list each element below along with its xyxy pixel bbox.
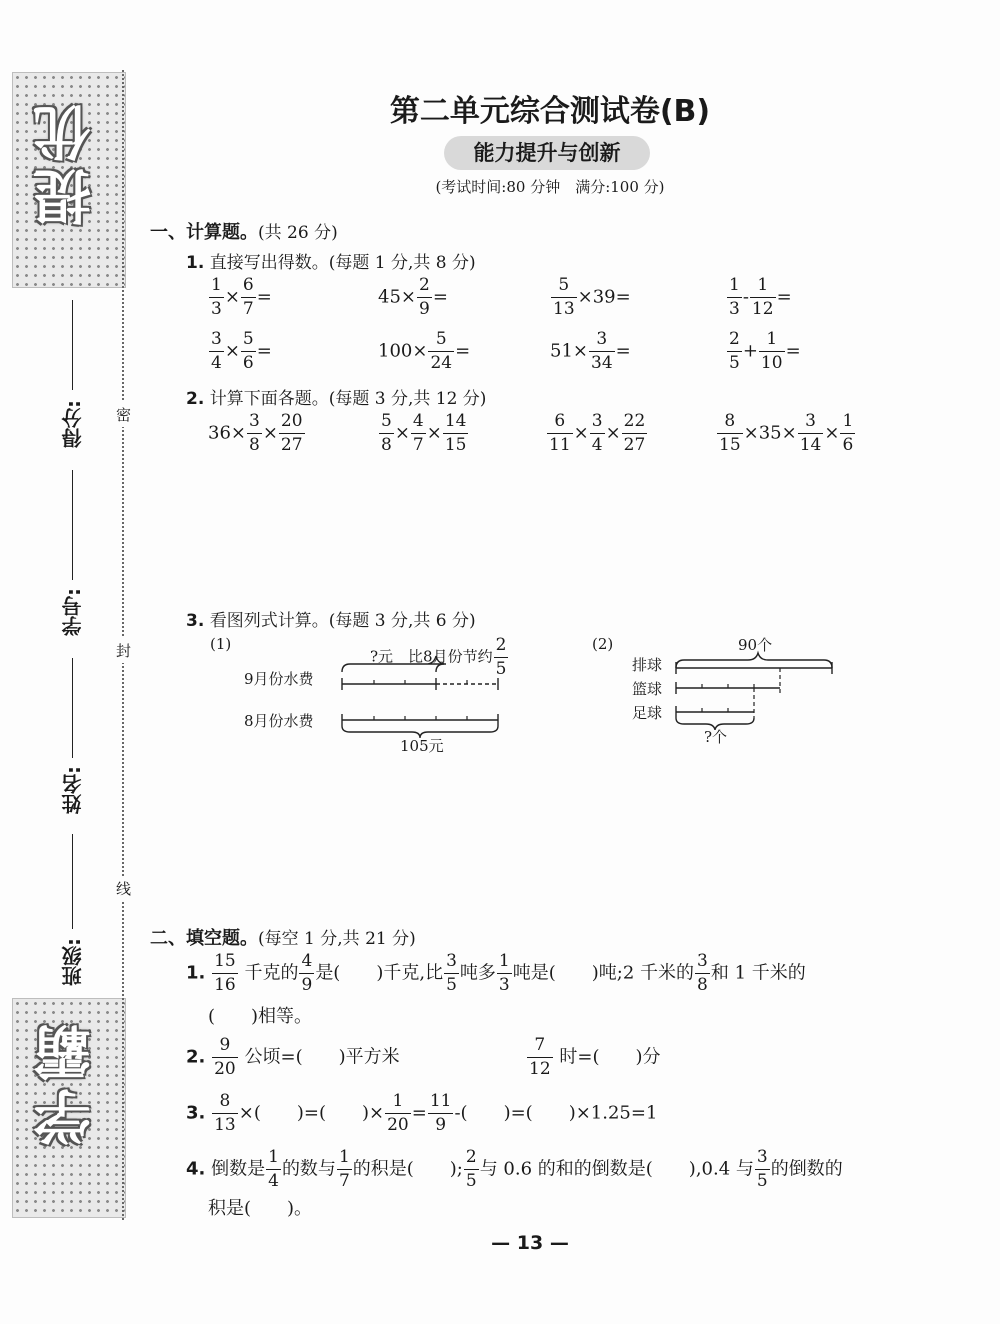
numerator: 3 <box>444 952 459 974</box>
seal-char-feng: 封 <box>116 638 131 663</box>
numerator: 2 <box>494 636 509 658</box>
calc-item-7 <box>550 330 631 373</box>
s2-q3-t3: -( )=( )×1.25=1 <box>454 1102 658 1124</box>
numerator: 8 <box>212 1092 238 1114</box>
expr-equals: = <box>615 340 631 362</box>
s2-q4-t4: 的倒数的 <box>770 1158 843 1180</box>
diagram2-bottom-label: ?个 <box>704 728 728 746</box>
s2-q2-left <box>186 1036 400 1079</box>
section1-title: 一、计算题。 <box>150 222 258 243</box>
denominator: 15 <box>444 435 467 455</box>
expr-operator: ×39 <box>577 286 616 308</box>
expr-operator: × <box>573 422 589 444</box>
q1-1-prompt <box>186 248 476 273</box>
numerator: 22 <box>622 412 648 434</box>
denominator: 7 <box>412 435 424 455</box>
fraction <box>209 330 224 373</box>
numerator: 5 <box>551 276 577 298</box>
calc-item-5 <box>208 330 272 373</box>
section1-points: (共 26 分) <box>258 223 338 243</box>
diagram1-label: (1) <box>210 635 232 653</box>
denominator: 9 <box>435 1115 447 1135</box>
q1-3-prompt <box>186 606 476 631</box>
expr-prefix: 36× <box>208 422 246 444</box>
expr-equals: = <box>785 340 801 362</box>
expr-operator: × <box>262 422 278 444</box>
diagram2-row-volleyball: 排球 <box>632 656 663 674</box>
numerator: 1 <box>497 952 512 974</box>
q1-3-points: (每题 3 分,共 6 分) <box>328 611 476 631</box>
denominator: 20 <box>214 1059 236 1079</box>
numerator: 3 <box>247 412 262 434</box>
denominator: 8 <box>249 435 260 455</box>
s2-q2-t2: 时=( )分 <box>559 1046 661 1068</box>
expr-prefix: 51× <box>550 340 588 362</box>
numerator: 1 <box>759 330 785 352</box>
numerator: 4 <box>411 412 426 434</box>
q1-1-text: 直接写出得数。 <box>209 253 329 273</box>
denominator: 14 <box>799 435 822 455</box>
numerator: 7 <box>527 1036 553 1058</box>
expr-prefix: 45× <box>378 286 416 308</box>
s2-q3-num: 3. <box>186 1102 206 1124</box>
fraction <box>717 412 743 455</box>
q1-2-text: 计算下面各题。 <box>209 389 329 409</box>
denominator: 6 <box>242 353 254 373</box>
fraction <box>590 412 605 455</box>
expr-equals: = <box>776 286 792 308</box>
fraction <box>428 330 454 373</box>
s2-q4-t1: 的数与 <box>281 1158 336 1180</box>
fraction <box>840 412 855 455</box>
denominator: 34 <box>591 353 613 373</box>
denominator: 5 <box>495 659 507 679</box>
badge-top: 提优 <box>33 98 101 226</box>
expr-operator: × <box>224 286 240 308</box>
s2-q1-t3: 吨多 <box>459 962 496 984</box>
denominator: 24 <box>430 353 453 373</box>
numerator: 1 <box>266 1148 281 1170</box>
calc-item-6 <box>378 330 470 373</box>
subtitle-badge: 能力提升与创新 <box>444 136 650 170</box>
denominator: 3 <box>729 299 740 319</box>
numerator: 2 <box>417 276 432 298</box>
expr-operator: × <box>426 422 442 444</box>
diagram1-line-segments <box>330 647 520 740</box>
fraction <box>241 330 256 373</box>
s2-q4-num: 4. <box>186 1158 206 1180</box>
calc-item-4 <box>726 276 792 319</box>
q1-3-text: 看图列式计算。 <box>209 611 329 631</box>
s2-q4-line2: 积是( )。 <box>208 1198 313 1219</box>
score-line <box>72 300 73 390</box>
denominator: 6 <box>842 435 854 455</box>
fraction <box>759 330 785 373</box>
numerator: 1 <box>337 1148 352 1170</box>
diagram1-note-text: ?元 比8月份节约 <box>370 647 493 666</box>
numerator: 2 <box>464 1148 479 1170</box>
denominator: 15 <box>719 435 741 455</box>
s2-q1-num: 1. <box>186 962 206 984</box>
class-line <box>72 834 73 929</box>
numerator: 3 <box>695 952 710 974</box>
s2-q2-t1: 公顷=( )平方米 <box>244 1046 400 1068</box>
s2-q4-t2: 的积是( ); <box>352 1158 463 1180</box>
fraction <box>209 276 224 319</box>
denominator: 12 <box>751 299 774 319</box>
fraction <box>241 276 256 319</box>
expr-operator: + <box>742 340 758 362</box>
denominator: 16 <box>214 975 236 995</box>
binding-sidebar <box>0 0 140 1324</box>
fraction <box>547 412 573 455</box>
fraction <box>589 330 615 373</box>
denominator: 5 <box>446 975 457 995</box>
denominator: 9 <box>419 299 430 319</box>
numerator: 3 <box>590 412 605 434</box>
numerator: 3 <box>589 330 615 352</box>
fraction <box>247 412 262 455</box>
numerator: 1 <box>840 412 855 434</box>
diagram1-row2-label: 8月份水费 <box>244 712 314 730</box>
seal-char-xian: 线 <box>116 876 131 901</box>
diagram2-row-football: 足球 <box>632 704 663 722</box>
section1-heading <box>150 218 338 244</box>
denominator: 13 <box>214 1115 236 1135</box>
numerator: 2 <box>727 330 742 352</box>
calc-step-item-3 <box>546 412 648 455</box>
q1-2-num: 2. <box>186 389 205 409</box>
denominator: 11 <box>549 435 571 455</box>
calc-item-1 <box>208 276 272 319</box>
diagram1-row1-label: 9月份水费 <box>244 670 314 688</box>
numerator: 20 <box>279 412 305 434</box>
fraction <box>551 276 577 319</box>
fraction <box>727 330 742 373</box>
s2-q4-t3: 与 0.6 的和的倒数是( ),0.4 与 <box>479 1158 754 1180</box>
expr-equals: = <box>455 340 471 362</box>
s2-q2-right <box>526 1036 661 1079</box>
s2-q4-line1 <box>186 1148 843 1191</box>
calc-item-8 <box>726 330 801 373</box>
fraction <box>411 412 426 455</box>
calc-step-item-2 <box>378 412 469 455</box>
section2-points: (每空 1 分,共 21 分) <box>258 929 416 949</box>
denominator: 27 <box>280 435 303 455</box>
score-label: 得分: <box>61 400 85 448</box>
numerator: 1 <box>750 276 776 298</box>
numerator: 1 <box>385 1092 411 1114</box>
expr-equals: = <box>256 340 272 362</box>
expr-prefix: 100× <box>378 340 428 362</box>
numerator: 4 <box>299 952 314 974</box>
q1-1-points: (每题 1 分,共 8 分) <box>328 253 476 273</box>
s2-q4-t0: 倒数是 <box>211 1158 266 1180</box>
denominator: 3 <box>498 975 510 995</box>
section2-title: 二、填空题。 <box>150 928 258 949</box>
diagram2-label: (2) <box>592 635 614 653</box>
numerator: 5 <box>428 330 454 352</box>
numerator: 5 <box>379 412 394 434</box>
calc-item-3 <box>550 276 631 319</box>
s2-q1-line1 <box>186 952 806 995</box>
numerator: 8 <box>717 412 743 434</box>
denominator: 10 <box>760 353 783 373</box>
denominator: 5 <box>729 353 740 373</box>
numerator: 14 <box>443 412 469 434</box>
fraction <box>379 412 394 455</box>
numerator: 6 <box>547 412 573 434</box>
s2-q1-t4: 吨是( )吨;2 千米的 <box>512 962 695 984</box>
expr-operator: ×35× <box>743 422 797 444</box>
fraction <box>798 412 824 455</box>
denominator: 4 <box>591 435 603 455</box>
q1-2-points: (每题 3 分,共 12 分) <box>328 389 487 409</box>
s2-q1-t1: 千克的 <box>244 962 299 984</box>
s2-q3-t2: = <box>411 1102 427 1124</box>
name-line <box>72 658 73 758</box>
student-id-line <box>72 470 73 580</box>
numerator: 5 <box>241 330 256 352</box>
calc-step-item-4 <box>716 412 856 455</box>
student-id-label: 学号: <box>61 588 85 636</box>
expr-operator: × <box>394 422 410 444</box>
denominator: 7 <box>242 299 254 319</box>
expr-operator: × <box>824 422 840 444</box>
diagram1-bottom-label: 105元 <box>400 737 444 755</box>
exam-info: (考试时间:80 分钟 满分:100 分) <box>435 178 665 196</box>
expr-equals: = <box>615 286 631 308</box>
denominator: 4 <box>268 1171 279 1191</box>
diagram2-row-basketball: 篮球 <box>632 680 663 698</box>
s2-q3-line <box>186 1092 657 1135</box>
name-label: 姓名: <box>61 766 85 814</box>
denominator: 5 <box>756 1171 768 1191</box>
class-label: 班级: <box>61 938 85 986</box>
expr-operator: × <box>605 422 621 444</box>
s2-q2-num: 2. <box>186 1046 206 1068</box>
q1-1-num: 1. <box>186 253 205 273</box>
denominator: 3 <box>211 299 222 319</box>
badge-bottom: 学霸 <box>33 1018 101 1146</box>
numerator: 6 <box>241 276 256 298</box>
denominator: 9 <box>301 975 313 995</box>
denominator: 7 <box>338 1171 350 1191</box>
page-title: 第二单元综合测试卷(B) <box>389 94 711 129</box>
fraction <box>750 276 776 319</box>
q1-3-num: 3. <box>186 611 205 631</box>
numerator: 3 <box>209 330 224 352</box>
s2-q1-line2: ( )相等。 <box>208 1006 313 1027</box>
s2-q1-t2: 是( )千克,比 <box>315 962 444 984</box>
denominator: 12 <box>529 1059 551 1079</box>
numerator: 1 <box>727 276 742 298</box>
numerator: 3 <box>798 412 824 434</box>
diagram2-line-segments <box>668 650 843 730</box>
expr-equals: = <box>256 286 272 308</box>
page-number: — 13 — <box>491 1232 569 1254</box>
denominator: 27 <box>623 435 646 455</box>
expr-operator: × <box>224 340 240 362</box>
fraction <box>622 412 648 455</box>
diagram2-top-label: 90个 <box>738 636 773 654</box>
fraction <box>417 276 432 319</box>
numerator: 1 <box>209 276 224 298</box>
numerator: 15 <box>212 952 238 974</box>
denominator: 20 <box>387 1115 409 1135</box>
calc-item-2 <box>378 276 448 319</box>
denominator: 5 <box>465 1171 477 1191</box>
fraction <box>727 276 742 319</box>
denominator: 8 <box>697 975 708 995</box>
numerator: 11 <box>428 1092 454 1114</box>
section2-heading <box>150 924 416 950</box>
expr-operator: - <box>742 286 749 308</box>
denominator: 8 <box>381 435 392 455</box>
numerator: 9 <box>212 1036 238 1058</box>
q1-2-prompt <box>186 384 486 409</box>
denominator: 13 <box>553 299 575 319</box>
fraction <box>279 412 305 455</box>
numerator: 3 <box>755 1148 770 1170</box>
s2-q3-t1: ×( )=( )× <box>238 1102 385 1124</box>
expr-equals: = <box>432 286 448 308</box>
denominator: 4 <box>211 353 222 373</box>
fraction <box>443 412 469 455</box>
seal-char-mi: 密 <box>116 402 131 427</box>
calc-step-item-1 <box>208 412 306 455</box>
s2-q1-t5: 和 1 千米的 <box>710 962 806 984</box>
